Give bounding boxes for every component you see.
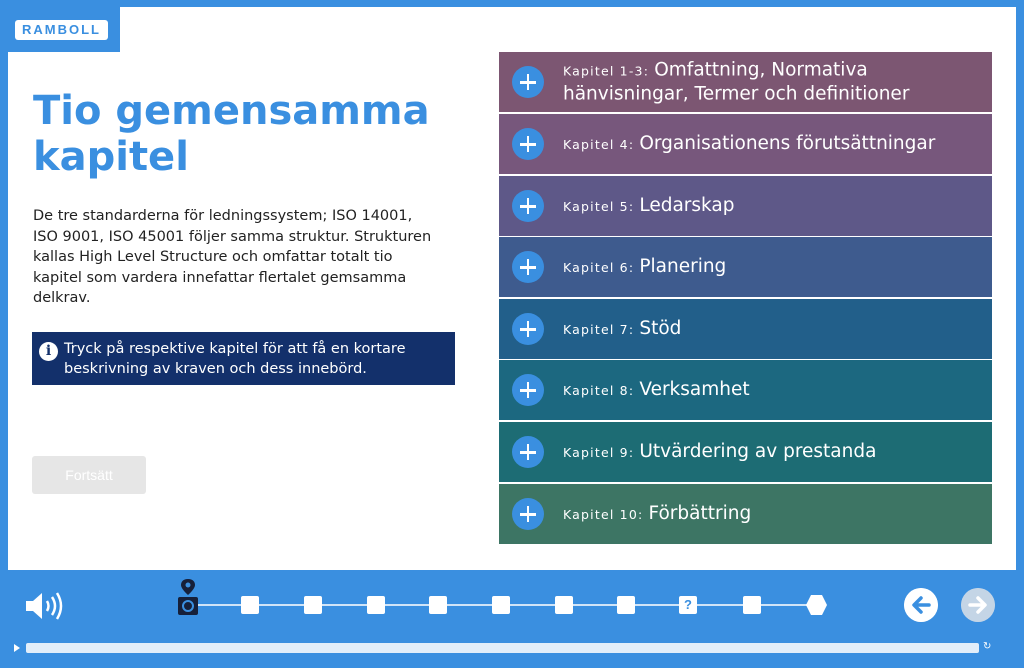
info-callout (32, 332, 455, 385)
plus-icon[interactable] (512, 251, 544, 283)
timeline-bar[interactable] (26, 643, 979, 653)
step-marker[interactable] (241, 596, 259, 614)
arrow-right-icon[interactable] (961, 588, 995, 622)
chapter-prefix: Kapitel 9: (563, 445, 635, 460)
chapter-prefix: Kapitel 7: (563, 322, 635, 337)
page-title: Tio gemensamma kapitel (33, 88, 430, 180)
speaker-icon[interactable] (24, 590, 66, 622)
step-marker[interactable] (492, 596, 510, 614)
chapter-name: Verksamhet (639, 379, 750, 400)
chapter-9[interactable] (499, 422, 992, 482)
chapter-name: Stöd (639, 318, 682, 339)
ramboll-logo: RAMBOLL (15, 20, 108, 40)
chapter-name: Planering (639, 256, 727, 277)
info-text: Tryck på respektive kapitel för att få en kortare beskrivning av kraven och dess innebörd. (64, 341, 406, 377)
chapter-7[interactable] (499, 299, 992, 359)
step-marker[interactable] (304, 596, 322, 614)
plus-icon[interactable] (512, 436, 544, 468)
info-icon: i (39, 342, 58, 361)
play-icon[interactable] (14, 644, 20, 652)
step-marker[interactable] (617, 596, 635, 614)
chapter-name: Förbättring (648, 503, 752, 524)
step-marker[interactable] (555, 596, 573, 614)
step-marker[interactable] (367, 596, 385, 614)
plus-icon[interactable] (512, 128, 544, 160)
plus-icon[interactable] (512, 313, 544, 345)
plus-icon[interactable] (512, 190, 544, 222)
chapter-prefix: Kapitel 6: (563, 260, 635, 275)
chapter-4[interactable] (499, 114, 992, 174)
chapter-name: Organisationens förutsättningar (639, 133, 936, 154)
plus-icon[interactable] (512, 66, 544, 98)
plus-icon[interactable] (512, 374, 544, 406)
chapter-6[interactable] (499, 237, 992, 297)
chapter-10[interactable] (499, 484, 992, 544)
step-marker[interactable] (429, 596, 447, 614)
continue-button[interactable]: Fortsätt (32, 456, 146, 494)
chapter-1-3[interactable] (499, 52, 992, 112)
arrow-left-icon[interactable] (904, 588, 938, 622)
plus-icon[interactable] (512, 498, 544, 530)
intro-text: De tre standarderna för ledningssystem; ISO 14001, ISO 9001, ISO 45001 följer samma struktur. Strukturen kallas High Level Structure och omfattar totalt tio kapitel som vardera innefattar flertalet gemsamma delkrav. (33, 208, 432, 306)
quiz-step-marker[interactable]: ? (679, 596, 697, 614)
chapter-8[interactable] (499, 360, 992, 420)
chapter-name: Ledarskap (639, 195, 735, 216)
location-pin-icon[interactable] (177, 578, 199, 616)
chapter-prefix: Kapitel 10: (563, 507, 644, 522)
player-controls (0, 570, 1024, 668)
chapter-prefix: Kapitel 8: (563, 383, 635, 398)
hexagon-icon[interactable] (806, 595, 827, 615)
step-marker[interactable] (743, 596, 761, 614)
chapter-name: Omfattning, Normativa hänvisningar, Termer och definitioner (563, 59, 910, 105)
chapter-prefix: Kapitel 5: (563, 199, 635, 214)
chapter-prefix: Kapitel 4: (563, 137, 635, 152)
chapter-5[interactable] (499, 176, 992, 236)
replay-icon[interactable]: ↻ (983, 641, 992, 652)
chapter-prefix: Kapitel 1-3: (563, 63, 650, 79)
chapter-name: Utvärdering av prestanda (639, 441, 877, 462)
